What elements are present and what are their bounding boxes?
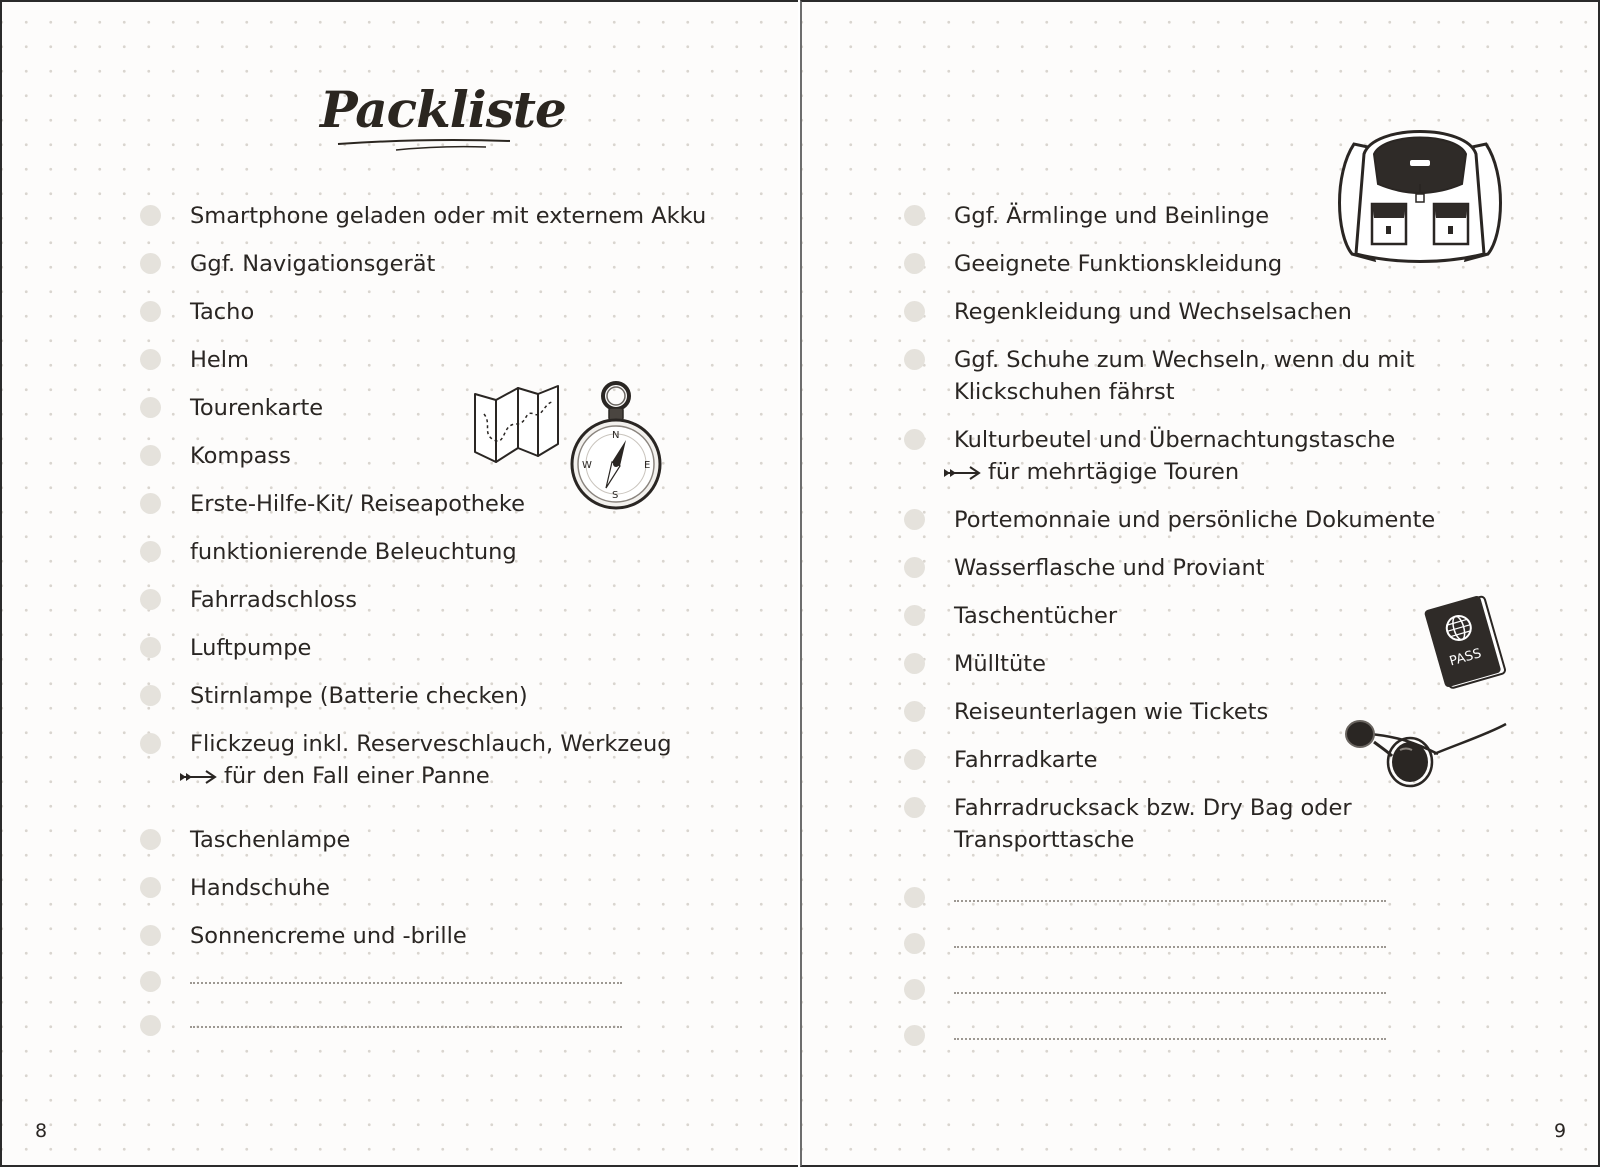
- item-note: [942, 456, 1239, 488]
- checkbox-bullet[interactable]: [904, 509, 925, 530]
- blank-line[interactable]: [190, 1026, 622, 1028]
- checkbox-bullet[interactable]: [140, 205, 161, 226]
- item-label: Stirnlampe (Batterie checken): [190, 683, 528, 709]
- page-number: 8: [35, 1120, 48, 1142]
- item-label: Smartphone geladen oder mit externem Akku: [190, 203, 707, 229]
- item-label: Tacho: [190, 299, 255, 325]
- item-note-text: für den Fall einer Panne: [224, 763, 490, 789]
- item-label: Tourenkarte: [190, 395, 324, 421]
- item-label: Flickzeug inkl. Reserveschlauch, Werkzeug: [190, 731, 672, 757]
- item-note-text: für mehrtägige Touren: [988, 459, 1240, 485]
- svg-text:E: E: [644, 460, 651, 471]
- compass-icon: [568, 380, 664, 512]
- checkbox-bullet[interactable]: [904, 749, 925, 770]
- checkbox-bullet[interactable]: [140, 541, 161, 562]
- checkbox-bullet[interactable]: [904, 797, 925, 818]
- checkbox-bullet[interactable]: [140, 733, 161, 754]
- checkbox-bullet[interactable]: [904, 301, 925, 322]
- checkbox-bullet[interactable]: [904, 933, 925, 954]
- arrow-icon: [942, 466, 982, 480]
- checkbox-bullet[interactable]: [140, 397, 161, 418]
- item-label: Wasserflasche und Proviant: [954, 555, 1265, 581]
- checkbox-bullet[interactable]: [140, 253, 161, 274]
- item-label: Taschentücher: [954, 603, 1118, 629]
- blank-line[interactable]: [954, 900, 1386, 902]
- checkbox-bullet[interactable]: [140, 829, 161, 850]
- checkbox-bullet[interactable]: [904, 887, 925, 908]
- checkbox-bullet[interactable]: [904, 253, 925, 274]
- map-icon: [472, 384, 562, 466]
- blank-line[interactable]: [954, 946, 1386, 948]
- blank-line[interactable]: [190, 982, 622, 984]
- item-label: Ggf. Ärmlinge und Beinlinge: [954, 203, 1270, 229]
- checkbox-bullet[interactable]: [140, 637, 161, 658]
- checkbox-bullet[interactable]: [140, 589, 161, 610]
- sunglasses-icon: [1338, 714, 1510, 804]
- item-label: Luftpumpe: [190, 635, 312, 661]
- right-page: [800, 0, 1600, 1167]
- checkbox-bullet[interactable]: [904, 349, 925, 370]
- item-label: Kompass: [190, 443, 291, 469]
- item-label: Portemonnaie und persönliche Dokumente: [954, 507, 1436, 533]
- arrow-icon: [178, 770, 218, 784]
- checkbox-bullet[interactable]: [140, 685, 161, 706]
- checkbox-bullet[interactable]: [904, 653, 925, 674]
- checkbox-bullet[interactable]: [140, 349, 161, 370]
- page-number: 9: [1554, 1120, 1567, 1142]
- item-label: Helm: [190, 347, 249, 373]
- item-label: Fahrradkarte: [954, 747, 1098, 773]
- checkbox-bullet[interactable]: [904, 1025, 925, 1046]
- item-label: Sonnencreme und -brille: [190, 923, 467, 949]
- item-label: Fahrradschloss: [190, 587, 357, 613]
- backpack-icon: [1334, 114, 1506, 266]
- item-label: Ggf. Schuhe zum Wechseln, wenn du mit: [954, 347, 1415, 373]
- title-underline: [336, 136, 516, 156]
- passport-label: PASS: [1447, 646, 1484, 670]
- checkbox-bullet[interactable]: [140, 445, 161, 466]
- checkbox-bullet[interactable]: [140, 971, 161, 992]
- item-label-continued: Transporttasche: [954, 827, 1135, 853]
- svg-text:S: S: [612, 490, 619, 501]
- item-label: Handschuhe: [190, 875, 330, 901]
- checkbox-bullet[interactable]: [904, 979, 925, 1000]
- passport-icon: [1424, 592, 1512, 692]
- left-page: [0, 0, 798, 1167]
- item-label: Mülltüte: [954, 651, 1046, 677]
- item-label: Fahrradrucksack bzw. Dry Bag oder: [954, 795, 1352, 821]
- item-label: Regenkleidung und Wechselsachen: [954, 299, 1352, 325]
- checkbox-bullet[interactable]: [140, 877, 161, 898]
- item-label: Kulturbeutel und Übernachtungstasche: [954, 427, 1396, 453]
- checkbox-bullet[interactable]: [140, 1015, 161, 1036]
- checkbox-bullet[interactable]: [140, 925, 161, 946]
- item-label: Geeignete Funktionskleidung: [954, 251, 1283, 277]
- page-title: Packliste: [320, 80, 566, 139]
- checkbox-bullet[interactable]: [140, 301, 161, 322]
- checkbox-bullet[interactable]: [904, 701, 925, 722]
- item-label: Reiseunterlagen wie Tickets: [954, 699, 1269, 725]
- blank-line[interactable]: [954, 1038, 1386, 1040]
- checkbox-bullet[interactable]: [904, 557, 925, 578]
- checkbox-bullet[interactable]: [140, 493, 161, 514]
- item-note: [178, 760, 490, 792]
- item-label: Taschenlampe: [190, 827, 351, 853]
- checkbox-bullet[interactable]: [904, 605, 925, 626]
- svg-text:N: N: [612, 430, 620, 441]
- item-label: funktionierende Beleuchtung: [190, 539, 517, 565]
- item-label: Ggf. Navigationsgerät: [190, 251, 436, 277]
- checkbox-bullet[interactable]: [904, 429, 925, 450]
- checkbox-bullet[interactable]: [904, 205, 925, 226]
- item-label: Erste-Hilfe-Kit/ Reiseapotheke: [190, 491, 525, 517]
- item-label-continued: Klickschuhen fährst: [954, 379, 1175, 405]
- blank-line[interactable]: [954, 992, 1386, 994]
- svg-text:W: W: [582, 460, 592, 471]
